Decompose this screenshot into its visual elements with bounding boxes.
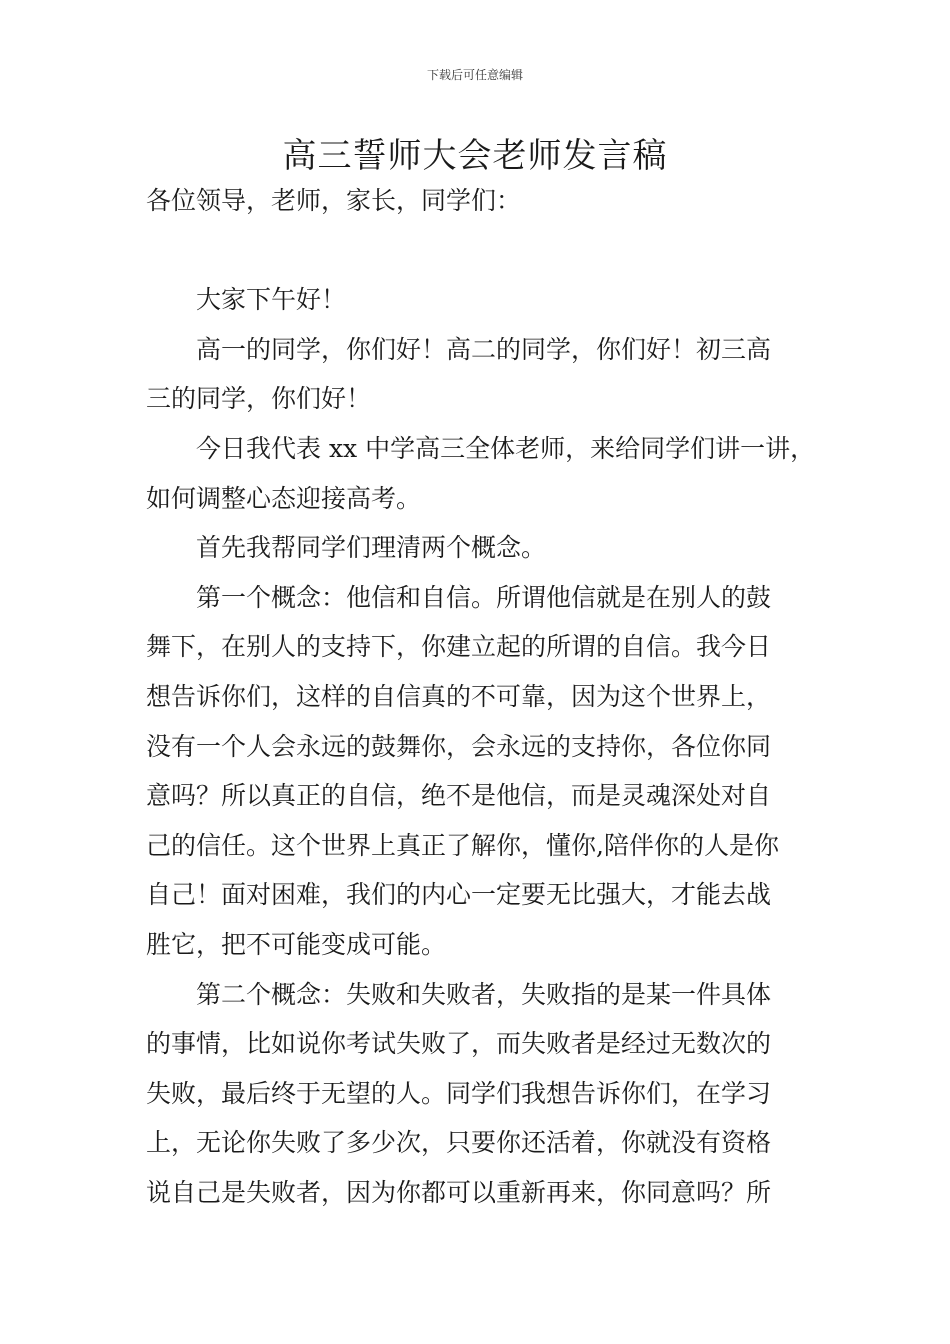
document-title: 高三誓师大会老师发言稿 (282, 136, 668, 176)
blank-line (146, 226, 814, 276)
body-line: 说自己是失败者，因为你都可以重新再来，你同意吗？所 (146, 1177, 772, 1207)
body-line: 自己！面对困难，我们的内心一定要无比强大，才能去战 (146, 880, 772, 910)
body-line: 胜它，把不可能变成可能。 (146, 929, 447, 959)
body-line: 舞下，在别人的支持下，你建立起的所谓的自信。我今日 (146, 632, 772, 662)
document-body (146, 176, 814, 1217)
body-line: 第二个概念：失败和失败者，失败指的是某一件具体 (196, 979, 772, 1009)
salutation: 各位领导，老师，家长，同学们： (146, 186, 522, 215)
body-lines (146, 275, 814, 1217)
body-line: 己的信任。这个世界上真正了解你，懂你,陪伴你的人是你 (146, 830, 779, 860)
body-line: 首先我帮同学们理清两个概念。 (196, 533, 547, 563)
body-line: 上，无论你失败了多少次，只要你还活着，你就没有资格 (146, 1128, 772, 1158)
body-line: 今日我代表 xx 中学高三全体老师，来给同学们讲一讲， (196, 433, 816, 463)
body-line: 第一个概念：他信和自信。所谓他信就是在别人的鼓 (196, 582, 772, 612)
header-note: 下载后可任意编辑 (426, 68, 523, 82)
body-line: 如何调整心态迎接高考。 (146, 483, 422, 513)
body-line: 高一的同学，你们好！高二的同学，你们好！初三高 (196, 334, 772, 364)
body-line: 大家下午好！ (196, 285, 347, 315)
body-line: 的事情，比如说你考试失败了，而失败者是经过无数次的 (146, 1029, 772, 1059)
body-line: 意吗？所以真正的自信，绝不是他信，而是灵魂深处对自 (146, 781, 772, 811)
body-line: 没有一个人会永远的鼓舞你，会永远的支持你，各位你同 (146, 731, 772, 761)
body-line: 失败，最后终于无望的人。同学们我想告诉你们，在学习 (146, 1078, 772, 1108)
body-line: 想告诉你们，这样的自信真的不可靠，因为这个世界上， (146, 681, 772, 711)
body-line: 三的同学，你们好！ (146, 384, 372, 414)
